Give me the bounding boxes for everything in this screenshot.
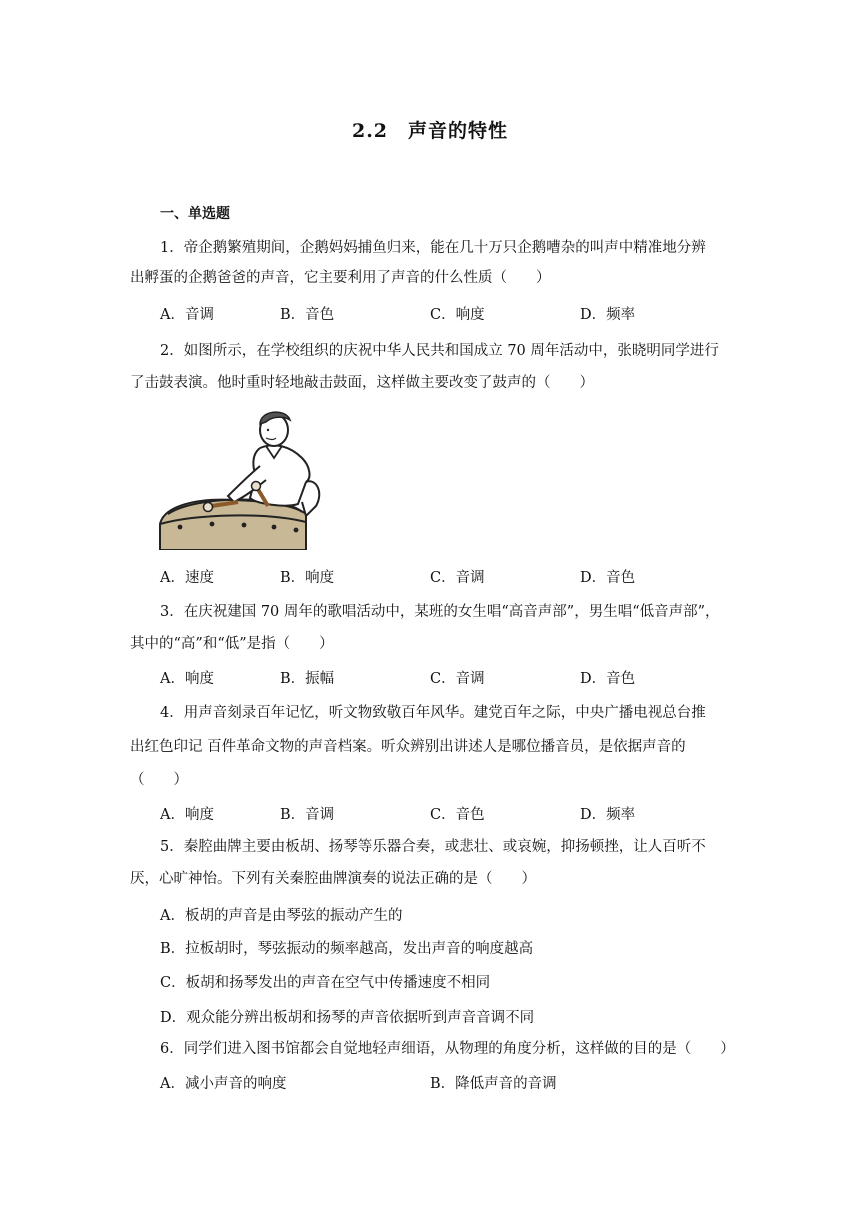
q4-option-d: D．频率 — [580, 807, 636, 823]
q1-option-d: D．频率 — [580, 307, 636, 323]
q3-option-d: D．音色 — [580, 671, 636, 687]
question-3-line-2: 其中的“高”和“低”是指（ ） — [130, 636, 334, 652]
q1-option-a: A．音调 — [160, 307, 214, 323]
question-4-line-2: 出红色印记 百件革命文物的声音档案。听众辨别出讲述人是哪位播音员，是依据声音的 — [130, 739, 686, 755]
question-4-line-1: 4．用声音刻录百年记忆，听文物致敬百年风华。建党百年之际，中央广播电视总台推 — [160, 705, 706, 721]
section-heading: 一、单选题 — [160, 206, 230, 222]
q6-option-a: A．减小声音的响度 — [160, 1076, 287, 1092]
question-1-line-1: 1．帝企鹅繁殖期间，企鹅妈妈捕鱼归来，能在几十万只企鹅嘈杂的叫声中精准地分辨 — [160, 240, 706, 256]
q5-option-b: B．拉板胡时，琴弦振动的频率越高，发出声音的响度越高 — [160, 941, 534, 957]
q5-option-a: A．板胡的声音是由琴弦的振动产生的 — [160, 908, 403, 924]
q4-option-c: C．音色 — [430, 807, 485, 823]
q3-option-b: B．振幅 — [280, 671, 335, 687]
question-4-line-3: （ ） — [130, 772, 188, 788]
q4-option-a: A．响度 — [160, 807, 214, 823]
q3-option-a: A．响度 — [160, 671, 214, 687]
q6-option-b: B．降低声音的音调 — [430, 1076, 557, 1092]
q3-option-c: C．音调 — [430, 671, 485, 687]
question-2-line-2: 了击鼓表演。他时重时轻地敲击鼓面，这样做主要改变了鼓声的（ ） — [130, 375, 594, 391]
q5-option-d: D．观众能分辨出板胡和扬琴的声音依据听到声音音调不同 — [160, 1010, 535, 1026]
question-5-line-2: 厌，心旷神怡。下列有关秦腔曲牌演奏的说法正确的是（ ） — [130, 871, 536, 887]
question-3-line-1: 3．在庆祝建国 70 周年的歌唱活动中，某班的女生唱“高音声部”，男生唱“低音声部”， — [160, 604, 720, 620]
q2-option-a: A．速度 — [160, 570, 214, 586]
q4-option-b: B．音调 — [280, 807, 335, 823]
drummer-illustration — [156, 406, 326, 550]
question-1-line-2: 出孵蛋的企鹅爸爸的声音，它主要利用了声音的什么性质（ ） — [130, 270, 551, 286]
q1-option-c: C．响度 — [430, 307, 485, 323]
question-2-line-1: 2．如图所示，在学校组织的庆祝中华人民共和国成立 70 周年活动中，张晓明同学进行 — [160, 343, 719, 359]
q2-option-c: C．音调 — [430, 570, 485, 586]
q1-option-b: B．音色 — [280, 307, 335, 323]
question-5-line-1: 5．秦腔曲牌主要由板胡、扬琴等乐器合奏，或悲壮、或哀婉，抑扬顿挫，让人百听不 — [160, 839, 706, 855]
q5-option-c: C．板胡和扬琴发出的声音在空气中传播速度不相同 — [160, 975, 491, 991]
page-title: 2.2 声音的特性 — [351, 120, 509, 142]
question-6-line-1: 6．同学们进入图书馆都会自觉地轻声细语，从物理的角度分析，这样做的目的是（ ） — [160, 1041, 735, 1057]
q2-option-d: D．音色 — [580, 570, 636, 586]
q2-option-b: B．响度 — [280, 570, 335, 586]
